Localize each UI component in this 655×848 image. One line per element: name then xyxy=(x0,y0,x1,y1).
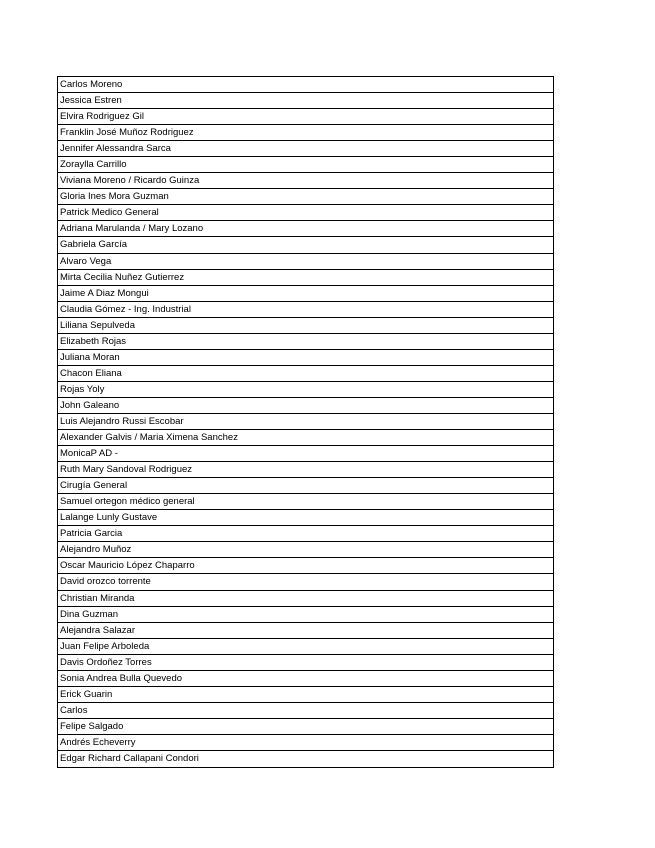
table-row: Carlos Moreno xyxy=(58,77,553,93)
table-row: Patricia Garcia xyxy=(58,526,553,542)
table-row: Edgar Richard Callapani Condori xyxy=(60,752,199,764)
table-row: Sonia Andrea Bulla Quevedo xyxy=(58,671,553,687)
table-row: Luis Alejandro Russi Escobar xyxy=(58,414,553,430)
table-row: Rojas Yoly xyxy=(58,382,553,398)
table-row: Samuel ortegon médico general xyxy=(58,494,553,510)
table-row: Erick Guarin xyxy=(58,687,553,703)
table-row: David orozco torrente xyxy=(58,574,553,590)
table-row: Jessica Estren xyxy=(58,93,553,109)
table-row: Alejandro Muñoz xyxy=(58,542,553,558)
table-row: Dina Guzman xyxy=(58,607,553,623)
table-row: Cirugía General xyxy=(58,478,553,494)
table-row: Gabriela García xyxy=(58,237,553,253)
table-row: Juan Felipe Arboleda xyxy=(58,639,553,655)
table-row: Jaime A Diaz Mongui xyxy=(58,286,553,302)
table-row: Adriana Marulanda / Mary Lozano xyxy=(58,221,553,237)
table-row: Mirta Cecilia Nuñez Gutierrez xyxy=(58,270,553,286)
table-row: MonicaP AD - xyxy=(58,446,553,462)
table-row: Davis Ordoñez Torres xyxy=(58,655,553,671)
table-row: Gloria Ines Mora Guzman xyxy=(58,189,553,205)
table-row: Elvira Rodriguez Gil xyxy=(58,109,553,125)
name-table xyxy=(57,76,554,768)
table-row: Franklin José Muñoz Rodriguez xyxy=(58,125,553,141)
table-row: Christian Miranda xyxy=(58,591,553,607)
table-row: Felipe Salgado xyxy=(58,719,553,735)
table-row: Juliana Moran xyxy=(58,350,553,366)
table-row: Carlos xyxy=(58,703,553,719)
table-row: Elizabeth Rojas xyxy=(58,334,553,350)
table-row: Lalange Lunly Gustave xyxy=(58,510,553,526)
table-row: Andrés Echeverry xyxy=(58,735,553,751)
table-row: Chacon Eliana xyxy=(58,366,553,382)
table-row: Liliana Sepulveda xyxy=(58,318,553,334)
table-row: John Galeano xyxy=(58,398,553,414)
table-row: Jennifer Alessandra Sarca xyxy=(58,141,553,157)
table-row: Alexander Galvis / Maria Ximena Sanchez xyxy=(58,430,553,446)
table-row: Zoraylla Carrillo xyxy=(58,157,553,173)
table-row: Alvaro Vega xyxy=(58,254,553,270)
table-row: Viviana Moreno / Ricardo Guinza xyxy=(58,173,553,189)
table-row: Ruth Mary Sandoval Rodriguez xyxy=(58,462,553,478)
table-row: Patrick Medico General xyxy=(58,205,553,221)
table-row: Alejandra Salazar xyxy=(58,623,553,639)
table-row: Claudia Gómez - Ing. Industrial xyxy=(58,302,553,318)
table-row: Oscar Mauricio López Chaparro xyxy=(58,558,553,574)
